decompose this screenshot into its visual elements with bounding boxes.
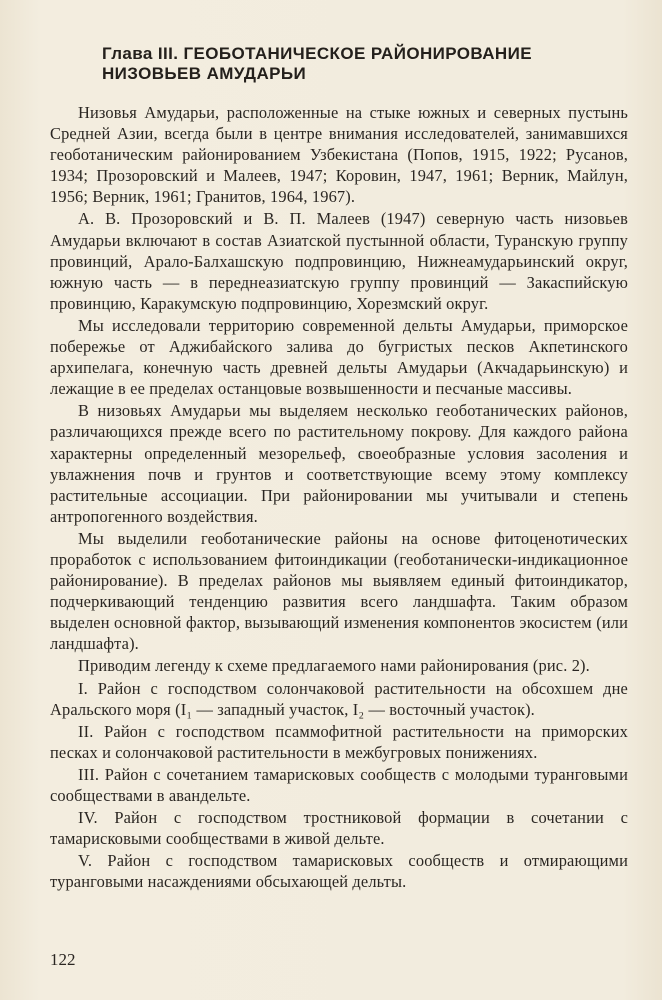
paragraph-phytoindication: Мы выделили геоботанические районы на основе фитоценотических проработок с использованием фитоиндикации (геоботанически-индикационное районирование). В пределах районов мы выявляем единый фитоиндикатор, подчеркивающий тенденцию развития всего ландшафта. Таким образом выделен основной фактор, вызывающий изменения компонентов экосистем (или ландшафта).: [50, 528, 628, 654]
legend-item-5: V. Район с господством тамарисковых сообществ и отмирающими туранговыми насаждениями обсыхающей дельты.: [50, 851, 628, 892]
legend-item-1: I. Район с господством солончаковой растительности на обсохшем дне Аральского моря (I₁ — западный участок, I₂ — восточный участок).: [50, 678, 628, 719]
paragraph-intro: Низовья Амударьи, расположенные на стыке южных и северных пустынь Средней Азии, всегда были в центре внимания исследователей, занимавшихся геоботаническим районированием Узбекистана (Попов, 1915, 1922; Русанов, 1934; Прозоровский и Малеев, 1947; Коровин, 1947, 1961; Верник, Майлун, 1956; Верник, 1961; Гранитов, 1964, 1967).: [50, 103, 628, 207]
legend-item-3: III. Район с сочетанием тамарисковых сообществ с молодыми туранговыми сообществами в авандельте.: [50, 764, 628, 805]
legend-item-2: II. Район с господством псаммофитной растительности на приморских песках и солончаковой растительности в межбугровых понижениях.: [50, 721, 628, 762]
paragraph-territory: Мы исследовали территорию современной дельты Амударьи, приморское побережье от Аджибайского залива до бугристых песков Акпетинского архипелага, конечную часть древней дельты Амударьи (Акчадарьинскую) и лежащие в ее пределах останцовые возвышенности и песчаные массивы.: [50, 315, 628, 399]
chapter-title: [102, 44, 628, 84]
page-number: 122: [50, 950, 76, 969]
chapter-title-line-1: Глава III. ГЕОБОТАНИЧЕСКОЕ РАЙОНИРОВАНИЕ: [102, 44, 532, 63]
chapter-title-line-2: НИЗОВЬЕВ АМУДАРЬИ: [102, 64, 307, 83]
paragraph-districts: В низовьях Амударьи мы выделяем несколько геоботанических районов, различающихся прежде всего по растительному покрову. Для каждого района характерны определенный мезорельеф, своеобразные условия засоления и увлажнения почв и грунтов и соответствующие всему этому комплексу растительные ассоциации. При районировании мы учитывали и степень антропогенного воздействия.: [50, 401, 628, 526]
body-text: [50, 102, 628, 892]
paragraph-prozorovsky: А. В. Прозоровский и В. П. Малеев (1947) северную часть низовьев Амударьи включают в состав Азиатской пустынной области, Туранскую группу провинций, Арало-Балхашскую подпровинцию, Нижнеамударьинский округ, южную часть — в переднеазиатскую группу провинций — Закаспийскую провинцию, Каракумскую подпровинцию, Хорезмский округ.: [50, 209, 628, 313]
paragraph-legend-intro: Приводим легенду к схеме предлагаемого нами районирования (рис. 2).: [78, 656, 590, 676]
legend-item-4: IV. Район с господством тростниковой формации в сочетании с тамарисковыми сообществами в живой дельте.: [50, 808, 628, 849]
